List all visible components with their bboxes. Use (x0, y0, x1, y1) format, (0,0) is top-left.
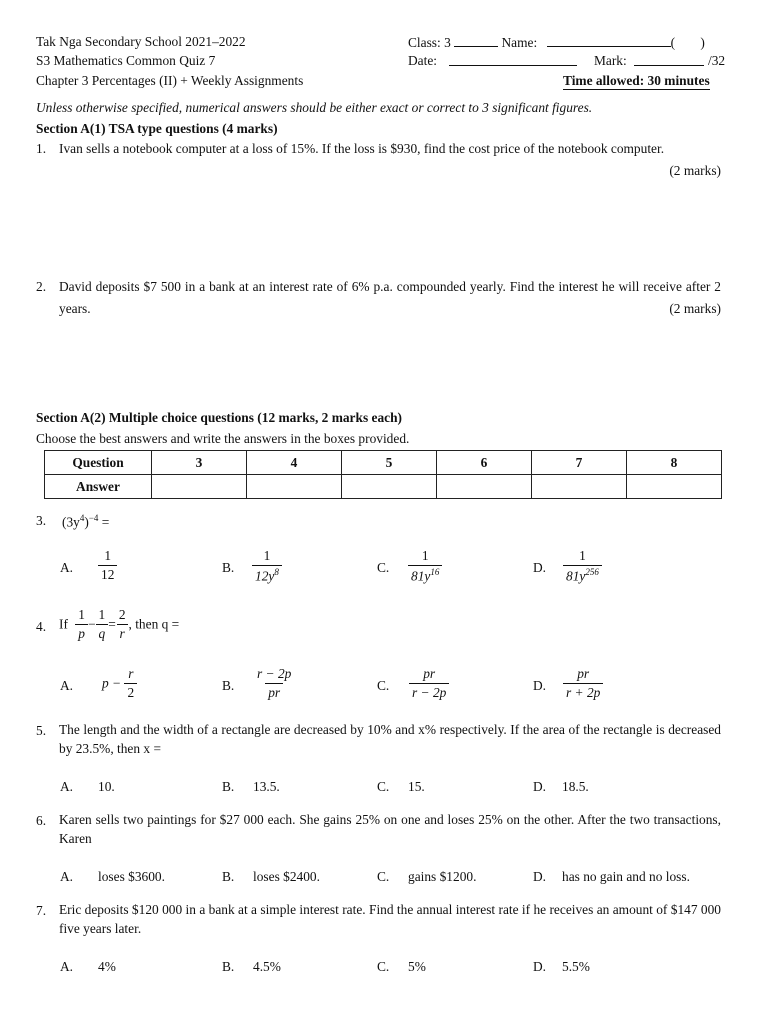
q4-c-num: pr (423, 666, 436, 681)
q4-f2-num: 1 (98, 607, 106, 622)
question-col-3: 3 (152, 451, 247, 475)
answer-box-8[interactable] (627, 475, 722, 499)
q5-option-d-text: 18.5. (562, 779, 589, 794)
q4-if: If (59, 616, 68, 632)
q3-stem (62, 513, 109, 530)
q2-marks: (2 marks) (669, 301, 721, 316)
q5-number: 5. (36, 723, 47, 738)
school-name: Tak Nga Secondary School 2021–2022 (36, 34, 246, 49)
name-blank[interactable] (547, 34, 671, 47)
class-blank[interactable] (454, 34, 498, 47)
q3-b-num: 1 (263, 548, 271, 563)
answer-box-6[interactable] (437, 475, 532, 499)
instructions: Unless otherwise specified, numerical answers should be either exact or correct to 3 significant figures. (36, 100, 593, 115)
q3-stem-base: (3y (62, 514, 80, 530)
q1-number: 1. (36, 141, 47, 156)
question-col-6: 6 (437, 451, 532, 475)
q1-text: Ivan sells a notebook computer at a loss of 15%. If the loss is $930, find the cost price of the notebook computer. (59, 141, 665, 156)
q4-d-num: pr (577, 666, 590, 681)
q3-option-d-label[interactable]: D. (533, 560, 547, 575)
section-a2-title: Section A(2) Multiple choice questions (12 marks, 2 marks each) (36, 410, 402, 425)
q6-option-b-label[interactable]: B. (222, 869, 235, 884)
q2-number: 2. (36, 279, 47, 294)
q3-a-num: 1 (104, 548, 112, 563)
q7-text: Eric deposits $120 000 in a bank at a simple interest rate. Find the annual interest rate if he receives an amount of $147 000 five years later. (59, 902, 721, 936)
q6-option-c-label[interactable]: C. (377, 869, 390, 884)
q6-option-b-text: loses $2400. (253, 869, 320, 884)
answer-table (44, 450, 722, 499)
section-a2-instruction: Choose the best answers and write the answers in the boxes provided. (36, 431, 410, 446)
q3-a-den: 12 (98, 565, 117, 583)
q2-text: David deposits $7 500 in a bank at an interest rate of 6% p.a. compounded yearly. Find the interest he will receive after 2 years. (59, 279, 721, 316)
q4-f3-num: 2 (118, 607, 126, 622)
q4-stem (59, 607, 179, 642)
q6-option-d-label[interactable]: D. (533, 869, 547, 884)
mark-total: /32 (708, 53, 726, 68)
q3-d-num: 1 (579, 548, 586, 563)
q5-option-b-text: 13.5. (253, 779, 280, 794)
q7-option-a-label[interactable]: A. (60, 959, 74, 974)
answer-box-3[interactable] (152, 475, 247, 499)
q3-c-num: 1 (421, 548, 429, 563)
q3-option-c-label[interactable]: C. (377, 560, 390, 575)
q3-stem-exp2: −4 (88, 513, 99, 523)
q5-option-c-text: 15. (408, 779, 425, 794)
q7-option-b-label[interactable]: B. (222, 959, 235, 974)
q4-eq: = (108, 616, 116, 632)
q4-option-c (409, 666, 449, 701)
answer-table-question-row (45, 451, 722, 475)
q4-option-a-label[interactable]: A. (60, 678, 74, 693)
q3-option-d (563, 548, 602, 584)
q3-option-a-label[interactable]: A. (60, 560, 74, 575)
q4-option-a (102, 666, 137, 701)
time-allowed: Time allowed: 30 minutes (563, 73, 710, 88)
q5-option-d-label[interactable]: D. (533, 779, 547, 794)
q3-c-exp: 16 (430, 567, 440, 577)
question-col-8: 8 (627, 451, 722, 475)
q3-option-b-label[interactable]: B. (222, 560, 235, 575)
q5-option-a-label[interactable]: A. (60, 779, 74, 794)
q3-b-exp: 8 (274, 567, 279, 577)
q3-d-den: 81y (566, 568, 586, 584)
q4-option-d-label[interactable]: D. (533, 678, 547, 693)
q6-text: Karen sells two paintings for $27 000 each. She gains 25% on one and loses 25% on the other. After the two transactions, Karen (59, 812, 721, 846)
q3-option-b (252, 548, 282, 584)
q4-f3-den: r (117, 624, 128, 642)
q5-option-a-text: 10. (98, 779, 115, 794)
date-label: Date: (408, 53, 437, 68)
q7-option-c-text: 5% (408, 959, 426, 974)
quiz-title: S3 Mathematics Common Quiz 7 (36, 53, 216, 68)
q1-marks: (2 marks) (669, 163, 721, 178)
q3-number: 3. (36, 513, 47, 528)
q4-c-den: r − 2p (409, 683, 449, 701)
q4-option-b (254, 666, 294, 701)
name-label: Name: (501, 35, 538, 50)
question-row-label: Question (45, 451, 152, 475)
q7-option-c-label[interactable]: C. (377, 959, 390, 974)
question-col-4: 4 (247, 451, 342, 475)
q4-f2-den: q (96, 624, 109, 642)
q6-number: 6. (36, 813, 47, 828)
q4-b-num: r − 2p (257, 666, 292, 681)
q6-option-c-text: gains $1200. (408, 869, 477, 884)
answer-table-answer-row (45, 475, 722, 499)
q7-option-a-text: 4% (98, 959, 116, 974)
q7-number: 7. (36, 903, 47, 918)
q4-f1-den: p (75, 624, 88, 642)
q4-option-c-label[interactable]: C. (377, 678, 390, 693)
q6-option-a-label[interactable]: A. (60, 869, 74, 884)
q4-a-pre: p − (102, 675, 122, 691)
seat-paren-close: ) (700, 35, 705, 50)
class-label: Class: 3 (408, 35, 451, 50)
q3-c-den: 81y (411, 568, 431, 584)
q3-stem-eq: = (98, 514, 110, 530)
q3-stem-exp1: 4 (79, 513, 85, 523)
q6-option-d-text: has no gain and no loss. (562, 869, 690, 884)
section-a1-title: Section A(1) TSA type questions (4 marks) (36, 121, 278, 136)
date-blank[interactable] (449, 53, 577, 66)
question-col-7: 7 (532, 451, 627, 475)
answer-box-7[interactable] (532, 475, 627, 499)
q3-option-c (408, 548, 442, 584)
q4-number: 4. (36, 619, 47, 634)
q4-b-den: pr (265, 683, 283, 701)
answer-row-label: Answer (45, 475, 152, 499)
q5-text: The length and the width of a rectangle are decreased by 10% and x% respectively. If the area of the rectangle is decreased by 23.5%, then x = (59, 722, 721, 756)
seat-paren-open: ( (670, 35, 676, 50)
q7-option-d-text: 5.5% (562, 959, 590, 974)
class-name-row (408, 34, 705, 51)
q4-d-den: r + 2p (563, 683, 603, 701)
q4-minus: − (87, 616, 96, 632)
q5-option-c-label[interactable]: C. (377, 779, 390, 794)
q4-option-d (563, 666, 603, 701)
q4-f1-num: 1 (78, 607, 85, 622)
answer-box-5[interactable] (342, 475, 437, 499)
q4-a-den: 2 (124, 683, 137, 701)
q5-option-b-label[interactable]: B. (222, 779, 235, 794)
answer-box-4[interactable] (247, 475, 342, 499)
q4-a-num: r (128, 666, 134, 681)
q3-option-a (98, 548, 117, 583)
mark-blank[interactable] (634, 53, 704, 66)
q3-stem-close: ) (84, 514, 89, 530)
chapter-title: Chapter 3 Percentages (II) + Weekly Assignments (36, 73, 304, 88)
q3-d-exp: 256 (585, 567, 599, 577)
q6-option-a-text: loses $3600. (98, 869, 165, 884)
question-col-5: 5 (342, 451, 437, 475)
q7-option-d-label[interactable]: D. (533, 959, 547, 974)
mark-label: Mark: (594, 53, 627, 68)
q3-b-den: 12y (255, 568, 275, 584)
q7-option-b-text: 4.5% (253, 959, 281, 974)
q4-then: , then q = (128, 616, 180, 632)
q4-option-b-label[interactable]: B. (222, 678, 235, 693)
